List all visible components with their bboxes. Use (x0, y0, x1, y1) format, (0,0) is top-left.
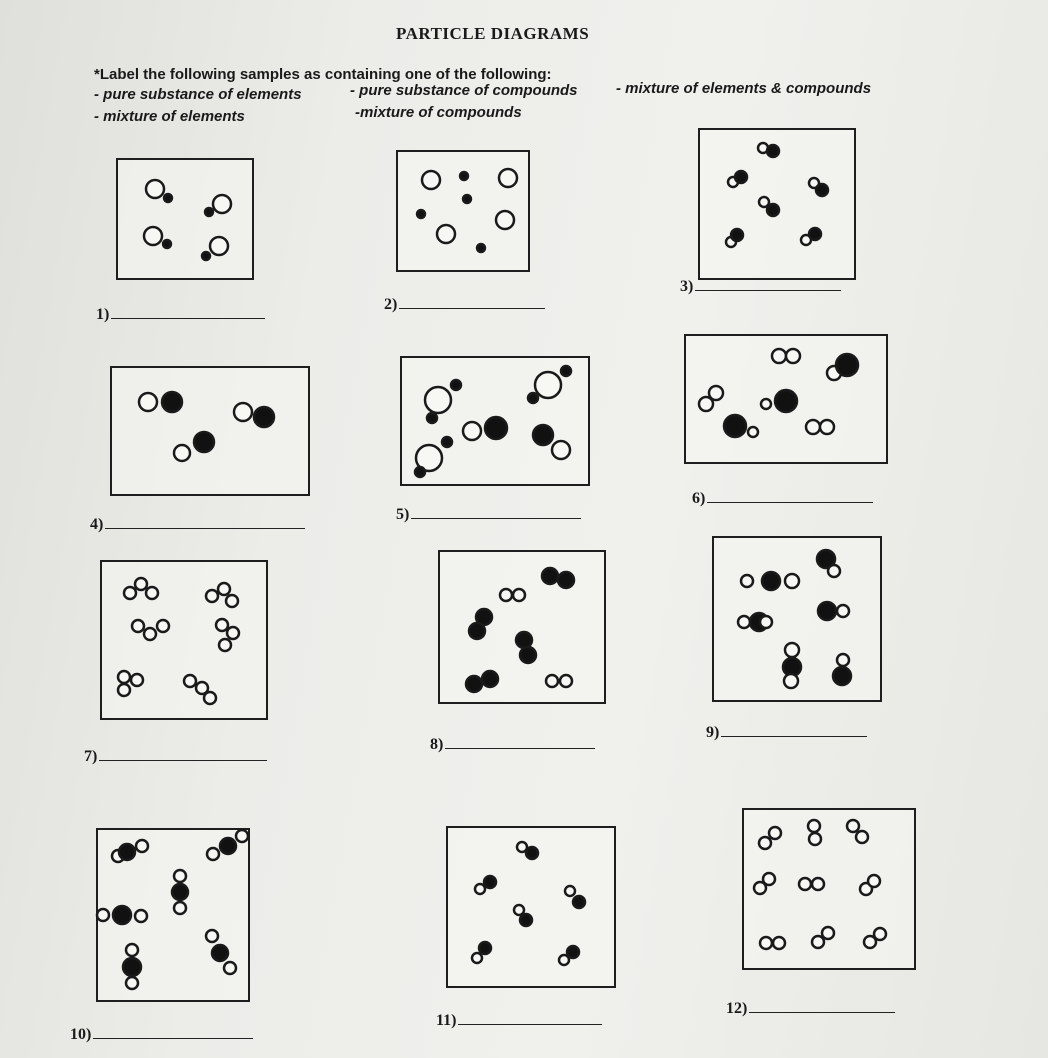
molecule (738, 550, 851, 688)
atoms (417, 169, 517, 252)
answer-label-11: 11) (436, 1010, 602, 1030)
category-mixture-compounds: -mixture of compounds (355, 104, 522, 121)
category-mixture-elements: - mixture of elements (94, 108, 245, 125)
answer-label-1: 1) (96, 304, 265, 324)
molecule (699, 349, 858, 437)
instruction-text: *Label the following samples as containing one of the following: (94, 66, 552, 83)
answer-label-6: 6) (692, 488, 873, 508)
answer-label-2: 2) (384, 294, 545, 314)
molecule (415, 366, 571, 477)
answer-label-9: 9) (706, 722, 867, 742)
molecule (139, 392, 274, 461)
answer-label-7: 7) (84, 746, 267, 766)
answer-label-8: 8) (430, 734, 595, 754)
answer-label-3: 3) (680, 276, 841, 296)
molecule (97, 830, 248, 989)
molecule (726, 143, 828, 247)
answer-label-10: 10) (70, 1024, 253, 1044)
page-title: PARTICLE DIAGRAMS (396, 24, 590, 43)
category-pure-compounds: - pure substance of compounds (350, 82, 578, 99)
molecule (466, 568, 574, 692)
category-pure-elements: - pure substance of elements (94, 86, 302, 103)
molecule (754, 820, 886, 949)
answer-label-4: 4) (90, 514, 305, 534)
molecule (118, 578, 239, 704)
answer-label-12: 12) (726, 998, 895, 1018)
molecule (472, 842, 585, 965)
molecule (144, 180, 231, 260)
category-mixture-elements-compounds: - mixture of elements & compounds (616, 80, 872, 97)
answer-label-5: 5) (396, 504, 581, 524)
